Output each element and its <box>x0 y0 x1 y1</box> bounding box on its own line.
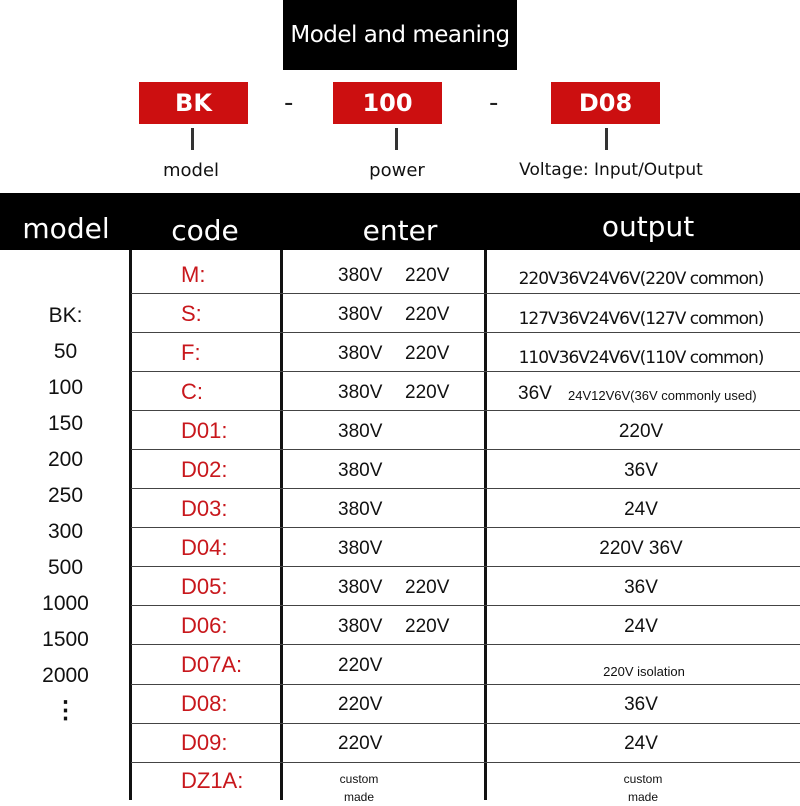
row-enter-1: 220V <box>338 733 383 754</box>
row-enter-1: 380V <box>338 538 383 559</box>
row-enter-1: 380V <box>338 577 383 598</box>
row-output: 36V <box>624 577 658 598</box>
row-enter-2: 220V <box>405 304 450 325</box>
row-code: D07A: <box>181 652 243 677</box>
row-enter-2: 220V <box>405 577 450 598</box>
row-enter-2: 220V <box>405 343 450 364</box>
model-value-ellipsis: ⋮ <box>53 697 78 724</box>
row-enter-1: 380V <box>338 265 383 286</box>
model-value: 100 <box>47 376 84 399</box>
col-header-code: code <box>171 214 239 247</box>
tick-voltage <box>605 128 608 150</box>
label-power: power <box>369 160 425 181</box>
row-divider <box>131 488 800 489</box>
row-output: 24V <box>624 733 658 754</box>
row-code: S: <box>181 301 202 326</box>
row-enter-2: 220V <box>405 382 450 403</box>
model-value: 200 <box>47 448 84 471</box>
row-code: D01: <box>181 418 228 443</box>
row-divider <box>131 332 800 333</box>
row-code: DZ1A: <box>181 768 244 793</box>
row-code: D05: <box>181 574 228 599</box>
col-header-output: output <box>601 210 695 243</box>
row-output: 220V isolation <box>603 664 685 679</box>
row-output: 127V36V24V6V(127V common) <box>518 309 764 329</box>
row-output-custom: custom made <box>623 772 663 804</box>
model-value: 1000 <box>42 592 89 615</box>
row-code: D09: <box>181 730 228 755</box>
label-voltage: Voltage: Input/Output <box>519 160 703 180</box>
row-output-b: 24V12V6V(36V commonly used) <box>568 388 757 403</box>
col-header-enter: enter <box>362 214 438 247</box>
tick-power <box>395 128 398 150</box>
row-divider <box>131 566 800 567</box>
row-output: 220V36V24V6V(220V common) <box>518 269 764 289</box>
row-enter-2: 220V <box>405 265 450 286</box>
col-header-model: model <box>22 212 110 245</box>
row-output: 36V <box>624 460 658 481</box>
row-code: D04: <box>181 535 228 560</box>
row-output-a: 36V <box>518 383 552 404</box>
model-value: 2000 <box>42 664 89 687</box>
row-enter-1: 380V <box>338 460 383 481</box>
row-output: 36V <box>624 694 658 715</box>
row-code: D02: <box>181 457 228 482</box>
row-code: F: <box>181 340 201 365</box>
row-divider <box>131 762 800 763</box>
row-enter-1: 380V <box>338 499 383 520</box>
row-enter-custom: custom made <box>339 772 379 804</box>
row-output: 220V <box>618 421 664 442</box>
row-output: 24V <box>624 616 658 637</box>
model-value: 50 <box>53 340 78 363</box>
model-value: 500 <box>47 556 84 579</box>
row-enter-1: 220V <box>338 655 383 676</box>
row-code: M: <box>181 262 206 287</box>
tick-model <box>191 128 194 150</box>
code-box-voltage: D08 <box>551 82 660 124</box>
row-divider <box>131 605 800 606</box>
row-divider <box>131 527 800 528</box>
code-box-power: 100 <box>333 82 442 124</box>
row-enter-1: 220V <box>338 694 383 715</box>
separator-1: - <box>284 88 294 118</box>
model-value: 300 <box>47 520 84 543</box>
row-output: 220V 36V <box>599 538 683 559</box>
row-enter-2: 220V <box>405 616 450 637</box>
row-divider <box>131 293 800 294</box>
model-value: 150 <box>47 412 84 435</box>
row-divider <box>131 371 800 372</box>
row-enter-1: 380V <box>338 616 383 637</box>
page-title: Model and meaning <box>283 0 517 70</box>
row-enter-1: 380V <box>338 382 383 403</box>
code-box-model: BK <box>139 82 248 124</box>
row-divider <box>131 449 800 450</box>
row-code: D06: <box>181 613 228 638</box>
row-divider <box>131 644 800 645</box>
row-code: D03: <box>181 496 228 521</box>
model-value: BK: <box>48 304 83 327</box>
row-enter-1: 380V <box>338 343 383 364</box>
row-output: 110V36V24V6V(110V common) <box>518 348 764 368</box>
label-model: model <box>162 160 220 181</box>
row-divider <box>131 410 800 411</box>
separator-2: - <box>489 88 499 118</box>
row-code: D08: <box>181 691 228 716</box>
model-value: 250 <box>47 484 84 507</box>
row-enter-1: 380V <box>338 421 383 442</box>
row-code: C: <box>181 379 203 404</box>
row-enter-1: 380V <box>338 304 383 325</box>
row-output: 24V <box>624 499 658 520</box>
model-value: 1500 <box>42 628 89 651</box>
row-divider <box>131 684 800 685</box>
row-divider <box>131 723 800 724</box>
